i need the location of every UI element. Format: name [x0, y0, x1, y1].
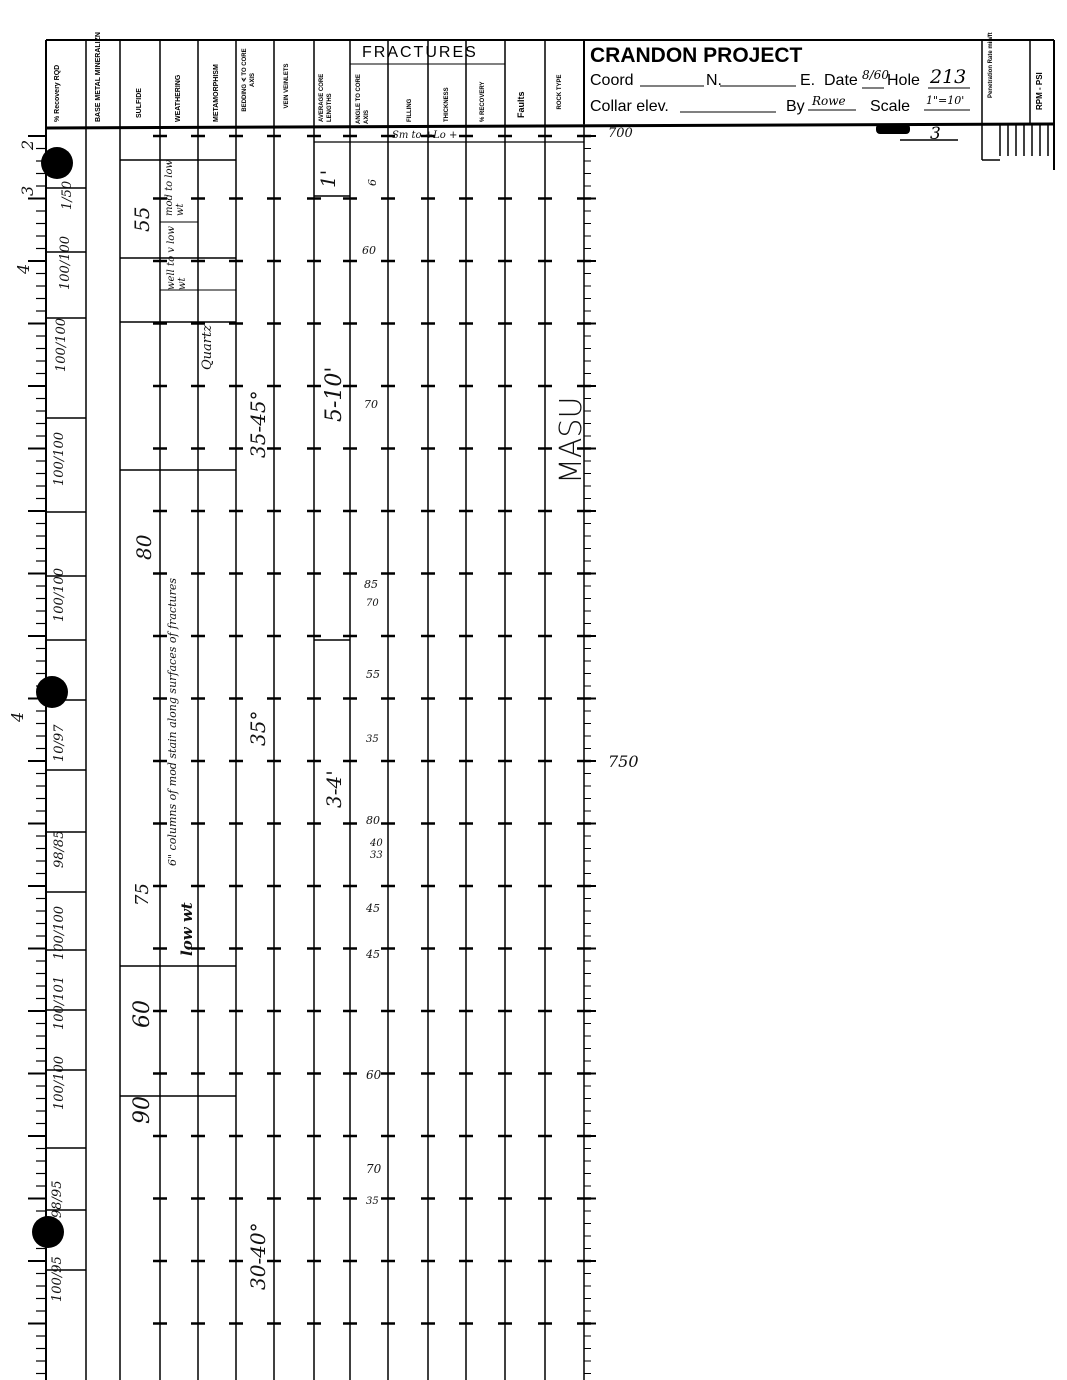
- fracture-angle: 60: [366, 1068, 382, 1082]
- fracture-angle: 70: [366, 1162, 382, 1176]
- sulfide-value: 80: [132, 534, 156, 560]
- weathering-note: 6" columns of mod stain along surfaces of fractures: [166, 577, 179, 866]
- fracture-note: Sm to +Lo +: [392, 130, 458, 141]
- penetration-rate-label: Penetration Rate min/ft: [988, 32, 994, 98]
- punch-hole-middle: [36, 676, 68, 708]
- by-label: By: [786, 98, 805, 115]
- punch-hole-bottom: [32, 1216, 64, 1248]
- project-title: CRANDON PROJECT: [590, 44, 803, 67]
- recovery-value: 98/85: [52, 830, 67, 868]
- fracture-angle: 45: [366, 948, 380, 961]
- col-rock-type: ROCK TYPE: [557, 74, 563, 110]
- by-value: Rowe: [812, 94, 846, 108]
- col-weathering: WEATHERING: [175, 74, 182, 122]
- recovery-value: 100/95: [50, 1256, 65, 1302]
- col-avg-core-lengths: AVERAGE CORE LENGTHS: [319, 73, 333, 122]
- north-label: N.: [706, 72, 722, 89]
- col-angle: ANGLE TO CORE AXIS: [356, 74, 370, 124]
- sulfide-value: 55: [130, 206, 154, 232]
- page-number: 3: [930, 124, 941, 144]
- weathering-note: well to v low wt: [166, 226, 188, 290]
- recovery-value: 100/100: [52, 1055, 67, 1110]
- rpm-psi-label: RPM - PSI: [1035, 72, 1044, 110]
- fracture-angle: 70: [364, 398, 378, 411]
- depth-label-700: 700: [608, 126, 633, 141]
- fracture-angle: 35: [366, 1196, 379, 1207]
- redaction-mark: [876, 124, 910, 134]
- fracture-angle: 33: [370, 850, 383, 861]
- fracture-angle: 45: [366, 902, 380, 915]
- col-metamorphism: METAMORPHISM: [213, 64, 220, 122]
- fracture-angle: 70: [366, 598, 379, 609]
- date-label: Date: [824, 72, 858, 89]
- bedding-angle: 35-45°: [246, 390, 270, 458]
- recovery-value: 100/100: [52, 431, 67, 486]
- fracture-angle: 85: [364, 578, 378, 591]
- core-length: 1': [316, 169, 340, 188]
- col-base-metal: BASE METAL MINERALIZN: [95, 32, 102, 122]
- coord-label: Coord: [590, 72, 634, 89]
- fracture-angle: 60: [362, 244, 376, 257]
- col-thickness: THICKNESS: [444, 87, 450, 122]
- col-filling: FILLING: [407, 98, 413, 122]
- core-length: 5-10': [322, 366, 347, 422]
- fracture-angle: 6: [366, 179, 379, 186]
- col-bedding: BEDDING ∢ TO CORE AXIS: [242, 48, 256, 112]
- fracture-angle: 80: [366, 814, 380, 827]
- box-number: 4: [8, 711, 27, 722]
- sulfide-value: 75: [132, 883, 153, 906]
- weathering-note: mod to low wt: [164, 159, 186, 216]
- fracture-angle: 35: [366, 734, 379, 745]
- sulfide-value: 90: [130, 1096, 155, 1124]
- weathering-note: low wt: [178, 902, 196, 956]
- col-pct-recovery: % RECOVERY: [480, 81, 486, 122]
- metamorphism-note: Quartz: [200, 324, 215, 370]
- col-vein: VEIN VEINLETS: [284, 63, 290, 109]
- collar-elev-label: Collar elev.: [590, 98, 669, 115]
- date-value: 8/60: [862, 68, 889, 82]
- recovery-value: 100/100: [52, 567, 67, 622]
- scale-value: 1"=10': [926, 94, 965, 107]
- box-number: 4: [14, 263, 33, 274]
- recovery-value: 10/97: [52, 724, 67, 762]
- col-sulfide: SULFIDE: [136, 88, 143, 118]
- recovery-value: 98/95: [50, 1180, 65, 1218]
- recovery-value: 1/50: [60, 180, 75, 210]
- scale-label: Scale: [870, 98, 911, 115]
- fracture-angle: 40: [370, 838, 383, 849]
- recovery-value: 100/100: [52, 905, 67, 960]
- box-number: 2: [18, 139, 37, 150]
- punch-hole-top: [41, 147, 73, 179]
- recovery-value: 100/100: [58, 235, 73, 290]
- box-number: 3: [18, 185, 37, 196]
- hole-label: Hole: [887, 72, 920, 89]
- rock-type: MASU: [554, 396, 589, 484]
- fracture-angle: 55: [366, 668, 380, 681]
- col-faults: Faults: [516, 91, 526, 118]
- east-label: E.: [800, 72, 816, 89]
- fractures-title: FRACTURES: [362, 44, 478, 61]
- bedding-angle: 30-40°: [246, 1222, 270, 1290]
- recovery-value: 100/100: [54, 317, 69, 372]
- recovery-value: 100/101: [52, 975, 67, 1030]
- col-recovery-rqd: % Recovery RQD: [54, 64, 61, 122]
- hole-value: 213: [930, 66, 967, 88]
- sulfide-value: 60: [130, 1000, 155, 1028]
- depth-label-750: 750: [608, 752, 639, 771]
- bedding-angle: 35°: [246, 710, 270, 746]
- core-length: 3-4': [322, 770, 346, 808]
